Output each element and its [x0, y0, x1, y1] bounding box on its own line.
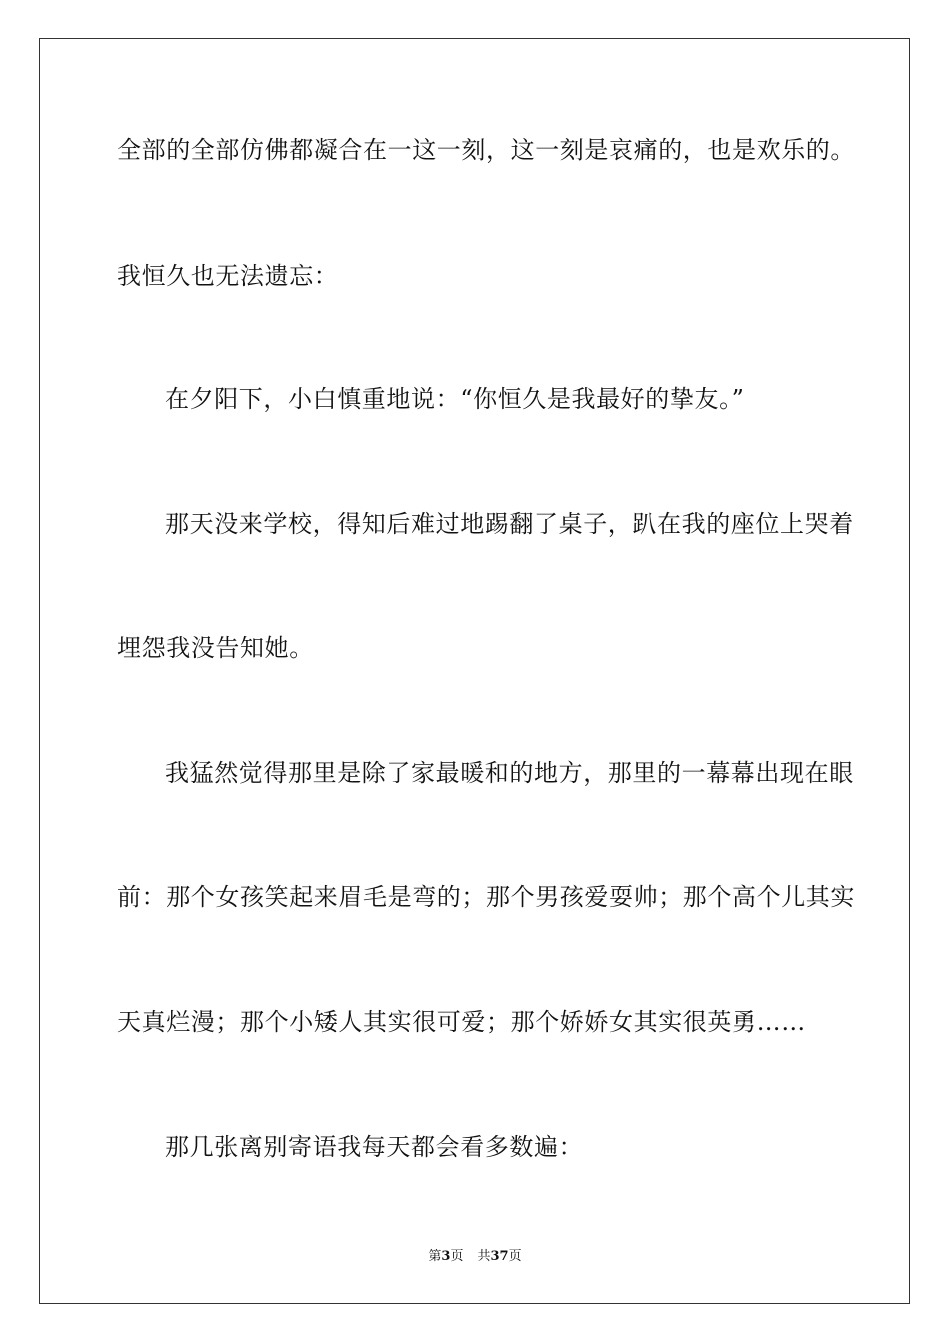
text-line-8: 天真烂漫；那个小矮人其实很可爱；那个娇娇女其实很英勇…… [117, 1008, 806, 1036]
text-line-5: 埋怨我没告知她。 [117, 634, 314, 662]
page-border [39, 38, 910, 1304]
footer-page-prefix: 第 [428, 1249, 442, 1264]
page-footer [0, 1249, 950, 1265]
footer-total-number: 37 [490, 1249, 509, 1264]
footer-page-number: 3 [441, 1249, 451, 1264]
text-line-6: 我猛然觉得那里是除了家最暖和的地方，那里的一幕幕出现在眼 [165, 759, 854, 787]
text-line-9: 那几张离别寄语我每天都会看多数遍： [165, 1133, 584, 1161]
footer-total-prefix: 共 [477, 1249, 491, 1264]
text-line-4: 那天没来学校，得知后难过地踢翻了桌子，趴在我的座位上哭着 [165, 510, 854, 538]
text-line-1: 全部的全部仿佛都凝合在一这一刻，这一刻是哀痛的，也是欢乐的。 [117, 136, 855, 164]
text-line-7: 前：那个女孩笑起来眉毛是弯的；那个男孩爱耍帅；那个高个儿其实 [117, 883, 855, 911]
footer-total-suffix: 页 [508, 1249, 522, 1264]
footer-page-suffix: 页 [450, 1249, 464, 1264]
text-line-2: 我恒久也无法遗忘： [117, 262, 339, 290]
text-line-3: 在夕阳下，小白慎重地说：“你恒久是我最好的挚友。” [165, 385, 745, 413]
